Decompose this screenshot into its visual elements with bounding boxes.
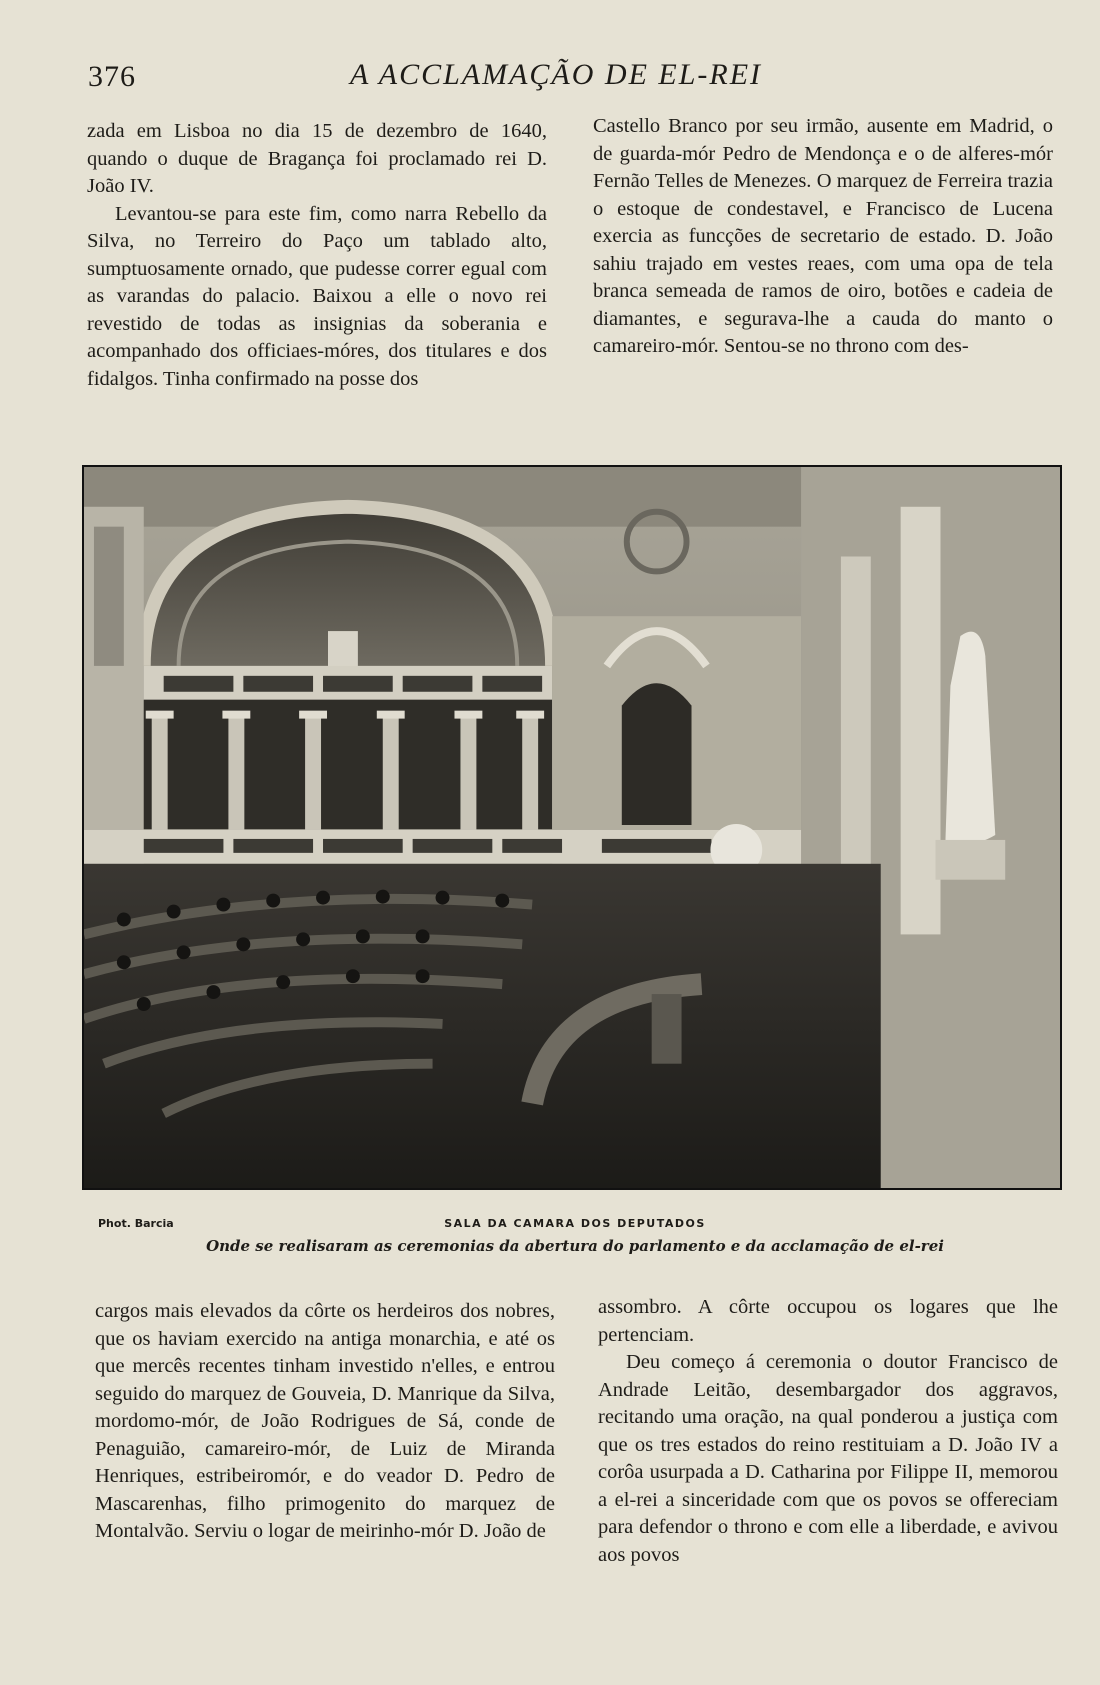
paragraph: assombro. A côrte occupou os logares que lhe pertenciam.	[598, 1296, 1058, 1346]
text-column-top-right	[593, 113, 1053, 361]
paragraph: cargos mais elevados da côrte os herdeiros dos nobres, que os haviam exercido na antiga monarchia, e até os que mercês recentes tinham investido n'elles, e entrou seguido do marquez de Gouveia, D. Manrique da Silva, mordomo-mór, de João Rodrigues de Sá, conde de Penaguião, camareiro-mór, de Luiz de Miranda Henriques, estribeiromór, e do veador D. Pedro de Mascarenhas, filho primogenito do marquez de Montalvão. Serviu o logar de meirinho-mór D. João de	[95, 1300, 555, 1542]
text-column-top-left	[87, 118, 547, 393]
chamber-photograph	[82, 465, 1062, 1190]
caption-title: SALA DA CAMARA DOS DEPUTADOS	[444, 1217, 706, 1230]
paragraph: Levantou-se para este fim, como narra Rebello da Silva, no Terreiro do Paço um tablado alto, sumptuosamente ornado, que pudesse correr egual com as varandas do palacio. Baixou a elle o novo rei revestido de todas as insignias da soberania e acompanhado dos officiaes-móres, dos titulares e dos fidalgos. Tinha confirmado na posse dos	[87, 202, 547, 390]
chamber-photograph-drawing	[84, 467, 1060, 1188]
page-number: 376	[88, 60, 136, 93]
caption-subtitle: Onde se realisaram as ceremonias da abertura do parlamento e da acclamação de el-rei	[206, 1237, 944, 1255]
text-column-bottom-left	[95, 1298, 555, 1546]
photo-credit: Phot. Barcia	[98, 1217, 174, 1230]
paragraph: zada em Lisboa no dia 15 de dezembro de 1640, quando o duque de Bragança foi proclamado rei D. João IV.	[87, 120, 547, 197]
text-column-bottom-right	[598, 1294, 1058, 1569]
paragraph: Castello Branco por seu irmão, ausente em Madrid, o de guarda-mór Pedro de Mendonça e o de alferes-mór Fernão Telles de Menezes. O marquez de Ferreira trazia o estoque de condestavel, e Francisco de Lucena exercia as funcções de secretario de estado. D. João sahiu trajado em vestes reaes, com uma opa de tela branca semeada de ramos de oiro, botões e cadeia de diamantes, e segurava-lhe a cauda do manto o camareiro-mór. Sentou-se no throno com des-	[593, 115, 1053, 357]
running-title: A ACCLAMAÇÃO DE EL-REI	[350, 58, 763, 91]
paragraph: Deu começo á ceremonia o doutor Francisco de Andrade Leitão, desembargador dos aggravos, recitando uma oração, na qual ponderou a justiça com que os tres estados do reino restituiam a D. João IV a corôa usurpada a D. Catharina por Filippe II, memorou a el-rei a sinceridade com que os povos se offereciam para defendor o throno e com elle a liberdade, e avivou aos povos	[598, 1351, 1058, 1566]
